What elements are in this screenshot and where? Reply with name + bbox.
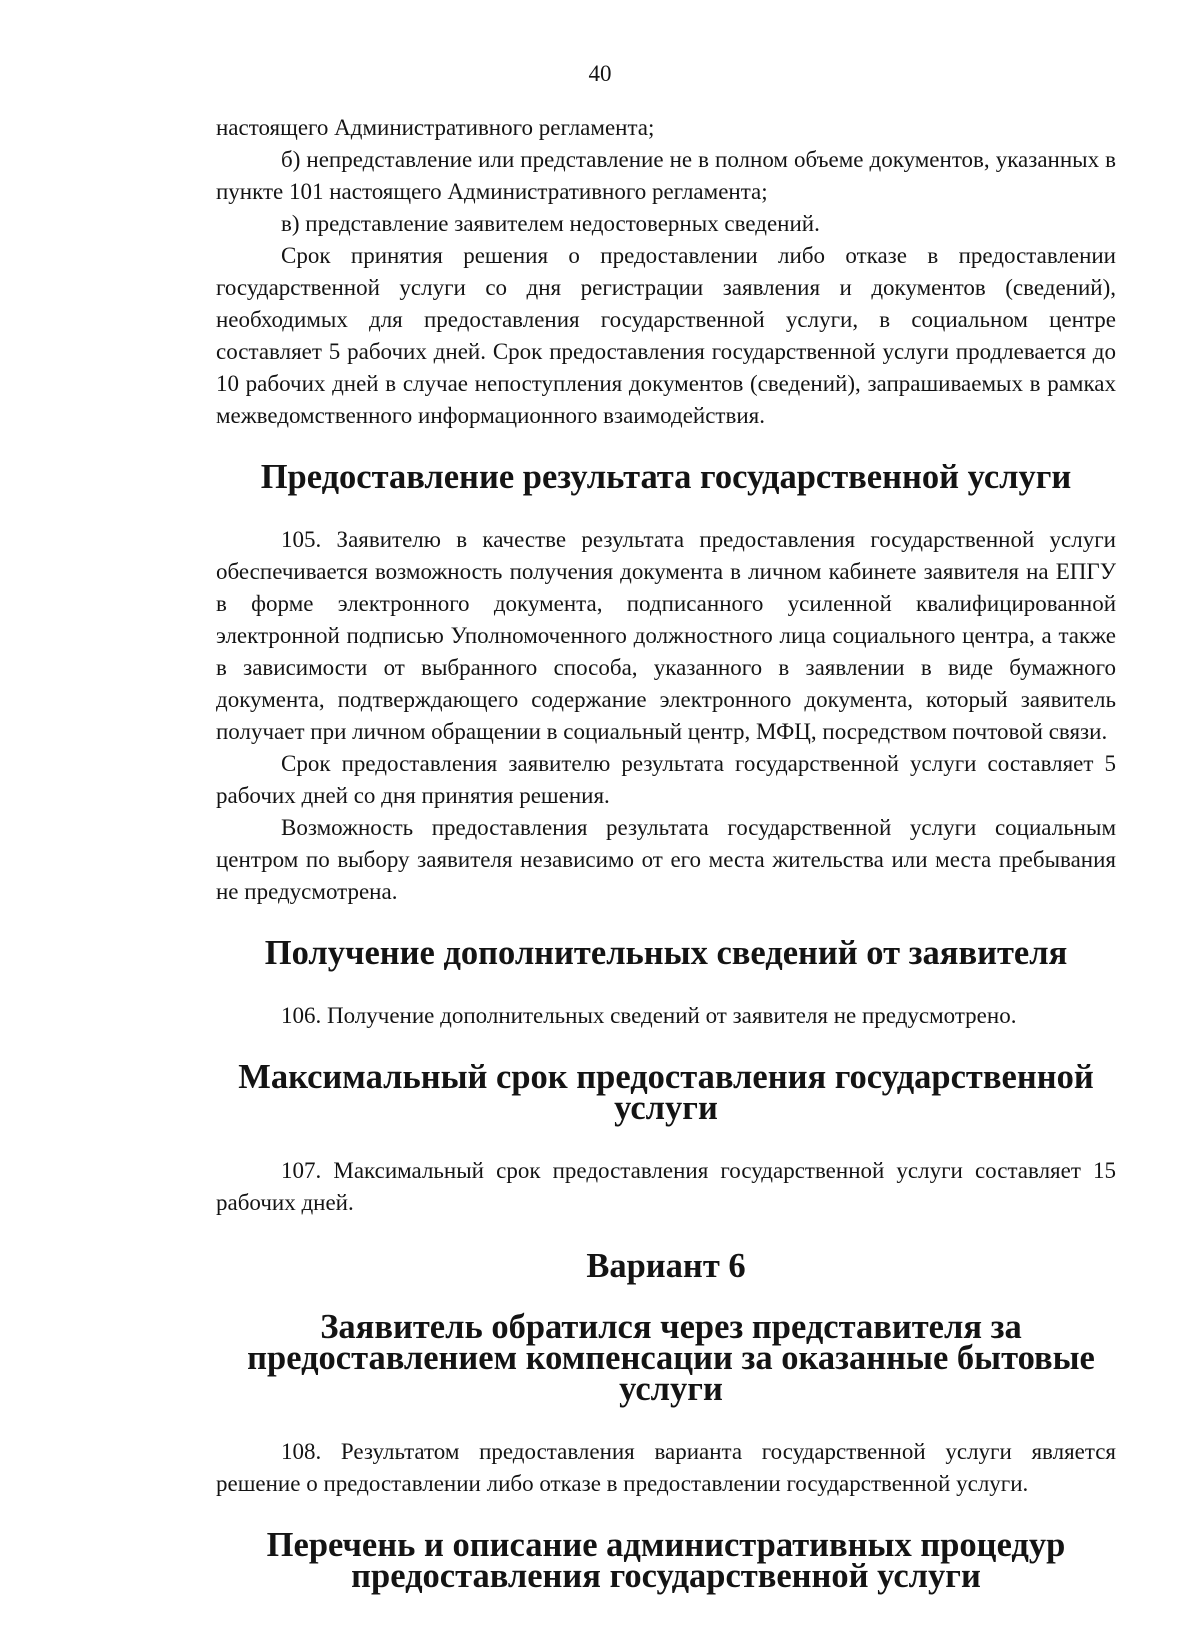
section-heading-result: Предоставление результата государственной услуги — [260, 458, 1072, 496]
paragraph: б) непредставление или представление не в полном объеме документов, указанных в пункте 101 настоящего Административного регламента; — [216, 147, 1116, 204]
section-heading-additional: Получение дополнительных сведений от заявителя — [264, 934, 1068, 972]
paragraph: Срок предоставления заявителю результата государственной услуги составляет 5 рабочих дней со дня принятия решения. — [216, 751, 1116, 808]
document-body — [216, 112, 1116, 1595]
paragraph-105: 105. Заявителю в качестве результата предоставления государственной услуги обеспечивается возможность получения документа в личном кабинете заявителя на ЕПГУ в форме электронного документа, подписанного усиленной квалифицированной электронной подписью Уполномоченного должностного лица социального центра, а также в зависимости от выбранного способа, указанного в заявлении в виде бумажного документа, подтверждающего содержание электронного документа, который заявитель получает при личном обращении в социальный центр, МФЦ, посредством почтовой связи. — [216, 527, 1116, 744]
paragraph-108: 108. Результатом предоставления варианта государственной услуги является решение о предоставлении либо отказе в предоставлении государственной услуги. — [216, 1439, 1116, 1496]
paragraph: настоящего Административного регламента; — [216, 115, 655, 140]
paragraph-107: 107. Максимальный срок предоставления государственной услуги составляет 15 рабочих дней. — [216, 1158, 1116, 1215]
paragraph: Срок принятия решения о предоставлении либо отказе в предоставлении государственной услуги со дня регистрации заявления и документов (сведений), необходимых для предоставления государственной услуги, в социальном центре составляет 5 рабочих дней. Срок предоставления государственной услуги продлевается до 10 рабочих дней в случае непоступления документов (сведений), запрашиваемых в рамках межведомственного информационного взаимодействия. — [216, 243, 1116, 428]
variant-heading: Вариант 6 — [586, 1247, 746, 1285]
section-heading-procedures: Перечень и описание административных процедур предоставления государственной услуги — [266, 1526, 1066, 1595]
paragraph: Возможность предоставления результата государственной услуги социальным центром по выбору заявителя независимо от его места жительства или места пребывания не предусмотрена. — [216, 815, 1116, 904]
variant-subheading: Заявитель обратился через представителя за предоставлением компенсации за оказанные бытовые услуги — [247, 1308, 1095, 1408]
paragraph: в) представление заявителем недостоверных сведений. — [281, 211, 820, 236]
paragraph-106: 106. Получение дополнительных сведений от заявителя не предусмотрено. — [281, 1003, 1017, 1028]
section-heading-max-term: Максимальный срок предоставления государственной услуги — [238, 1058, 1094, 1127]
page-number: 40 — [588, 61, 612, 86]
